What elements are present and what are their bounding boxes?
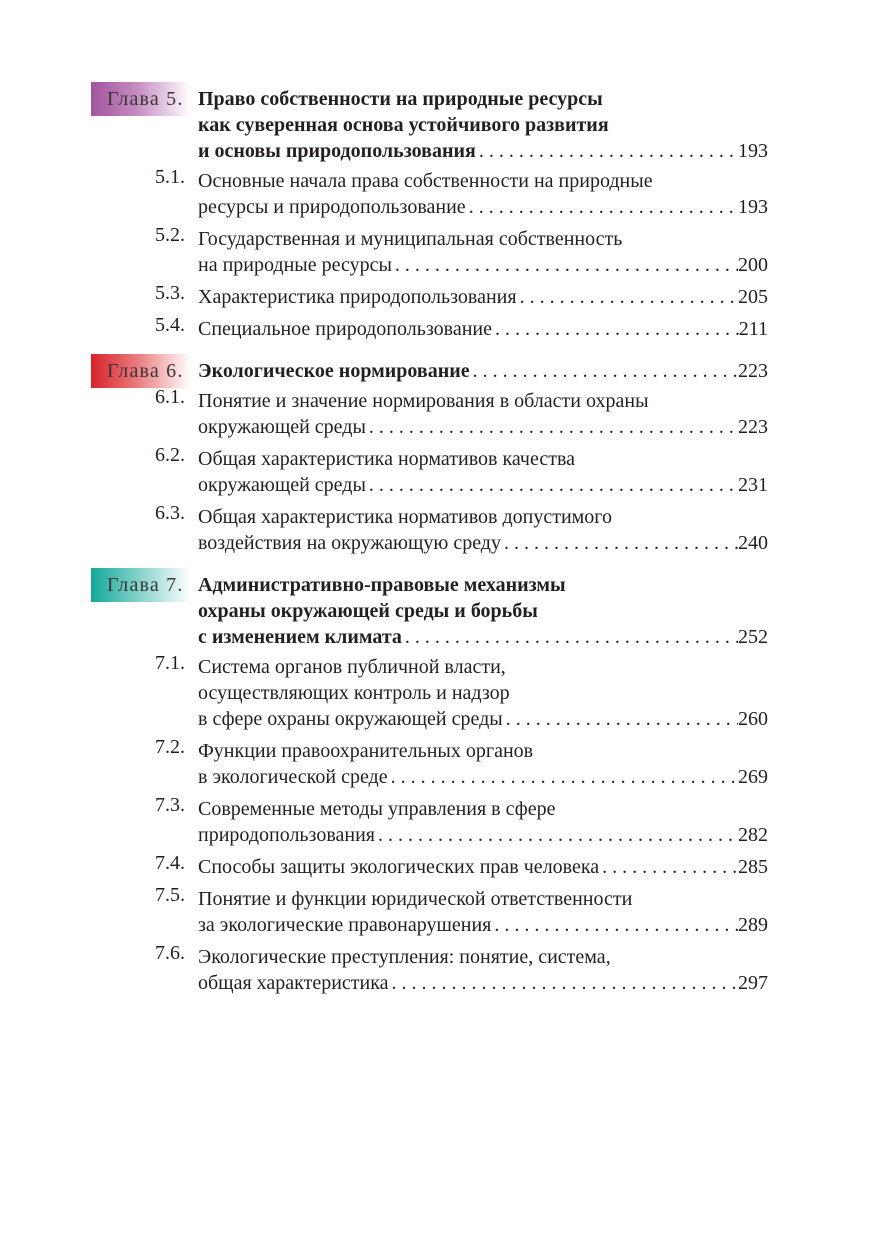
section-title-line: Понятие и значение нормирования в области охраны — [198, 390, 649, 412]
page-number: 282 — [738, 824, 768, 846]
section-number: 7.6. — [155, 942, 185, 964]
section-entry[interactable] — [0, 850, 768, 880]
dot-leader — [375, 822, 738, 848]
section-number: 7.4. — [155, 852, 185, 874]
dot-leader — [501, 530, 738, 556]
page-number: 223 — [738, 360, 768, 382]
section-title-line: общая характеристика — [198, 972, 389, 994]
section-entry[interactable] — [0, 164, 768, 220]
page-number: 252 — [738, 626, 768, 648]
page-number: 223 — [738, 416, 768, 438]
dot-leader — [491, 912, 738, 938]
section-title-line: Общая характеристика нормативов качества — [198, 448, 576, 470]
chapter-label: Глава 5. — [91, 82, 191, 116]
chapter-label: Глава 7. — [91, 568, 191, 602]
page-number: 205 — [738, 286, 768, 308]
dot-leader — [392, 252, 738, 278]
section-title-line: Экологические преступления: понятие, система, — [198, 946, 611, 968]
section-entry[interactable] — [0, 940, 768, 996]
section-number: 6.1. — [155, 386, 185, 408]
chapter-title-line: как суверенная основа устойчивого развития — [198, 114, 609, 136]
section-title-line: Понятие и функции юридической ответственности — [198, 888, 633, 910]
section-title-line: Способы защиты экологических прав человека — [198, 856, 600, 878]
section-number: 6.2. — [155, 444, 185, 466]
section-number: 5.3. — [155, 282, 185, 304]
chapter-title-entry[interactable] — [0, 82, 768, 164]
section-number: 7.1. — [155, 652, 185, 674]
section-number: 5.1. — [155, 166, 185, 188]
section-number: 7.5. — [155, 884, 185, 906]
section-title-line: Функции правоохранительных органов — [198, 740, 534, 762]
page-number: 260 — [738, 708, 768, 730]
section-title-line: воздействия на окружающую среду — [198, 532, 501, 554]
section-title-line: за экологические правонарушения — [198, 914, 492, 936]
section-entry[interactable] — [0, 222, 768, 278]
chapter-title-line: охраны окружающей среды и борьбы — [198, 600, 538, 622]
section-title-line: Специальное природопользование — [198, 318, 492, 340]
chapter-title-line: Право собственности на природные ресурсы — [198, 88, 603, 110]
chapter-title-entry[interactable] — [0, 568, 768, 650]
page-number: 269 — [738, 766, 768, 788]
page-number: 193 — [738, 196, 768, 218]
dot-leader — [599, 854, 738, 880]
section-entry[interactable] — [0, 312, 768, 342]
dot-leader — [503, 706, 738, 732]
section-number: 7.3. — [155, 794, 185, 816]
chapter-5 — [0, 82, 875, 342]
section-title-line: окружающей среды — [198, 474, 366, 496]
section-entry[interactable] — [0, 280, 768, 310]
section-entry[interactable] — [0, 734, 768, 790]
section-entry[interactable] — [0, 792, 768, 848]
chapter-7 — [0, 568, 875, 996]
section-title-line: Система органов публичной власти, — [198, 656, 506, 678]
page-number: 231 — [738, 474, 768, 496]
dot-leader — [388, 764, 738, 790]
page-number: 289 — [738, 914, 768, 936]
chapter-title-line: и основы природопользования — [198, 140, 476, 162]
chapter-title-line: Экологическое нормирование — [198, 360, 470, 382]
section-entry[interactable] — [0, 500, 768, 556]
chapter-title-line: Административно-правовые механизмы — [198, 574, 566, 596]
section-number: 6.3. — [155, 502, 185, 524]
table-of-contents — [0, 82, 875, 1008]
page-number: 193 — [738, 140, 768, 162]
section-entry[interactable] — [0, 882, 768, 938]
chapter-title-entry[interactable] — [0, 354, 768, 384]
page-number: 211 — [738, 318, 768, 340]
section-title-line: Характеристика природопользования — [198, 286, 517, 308]
section-title-line: ресурсы и природопользование — [198, 196, 466, 218]
section-number: 7.2. — [155, 736, 185, 758]
page-number: 297 — [738, 972, 768, 994]
dot-leader — [389, 970, 738, 996]
section-title-line: окружающей среды — [198, 416, 366, 438]
section-title-line: Государственная и муниципальная собственность — [198, 228, 623, 250]
chapter-label: Глава 6. — [91, 354, 191, 388]
section-title-line: Основные начала права собственности на природные — [198, 170, 653, 192]
page-number: 200 — [738, 254, 768, 276]
dot-leader — [476, 138, 738, 164]
page-number: 240 — [738, 532, 768, 554]
page-number: 285 — [738, 856, 768, 878]
dot-leader — [492, 316, 739, 342]
section-title-line: на природные ресурсы — [198, 254, 392, 276]
section-title-line: в сфере охраны окружающей среды — [198, 708, 503, 730]
section-entry[interactable] — [0, 442, 768, 498]
section-title-line: Современные методы управления в сфере — [198, 798, 556, 820]
chapter-6 — [0, 354, 875, 556]
section-entry[interactable] — [0, 650, 768, 732]
section-number: 5.4. — [155, 314, 185, 336]
section-entry[interactable] — [0, 384, 768, 440]
dot-leader — [366, 472, 738, 498]
section-title-line: природопользования — [198, 824, 375, 846]
section-title-line: в экологической среде — [198, 766, 388, 788]
dot-leader — [470, 358, 738, 384]
dot-leader — [402, 624, 738, 650]
chapter-title-line: с изменением климата — [198, 626, 402, 648]
dot-leader — [366, 414, 738, 440]
dot-leader — [517, 284, 738, 310]
section-title-line: Общая характеристика нормативов допустимого — [198, 506, 613, 528]
dot-leader — [466, 194, 738, 220]
section-number: 5.2. — [155, 224, 185, 246]
section-title-line: осуществляющих контроль и надзор — [198, 682, 510, 704]
